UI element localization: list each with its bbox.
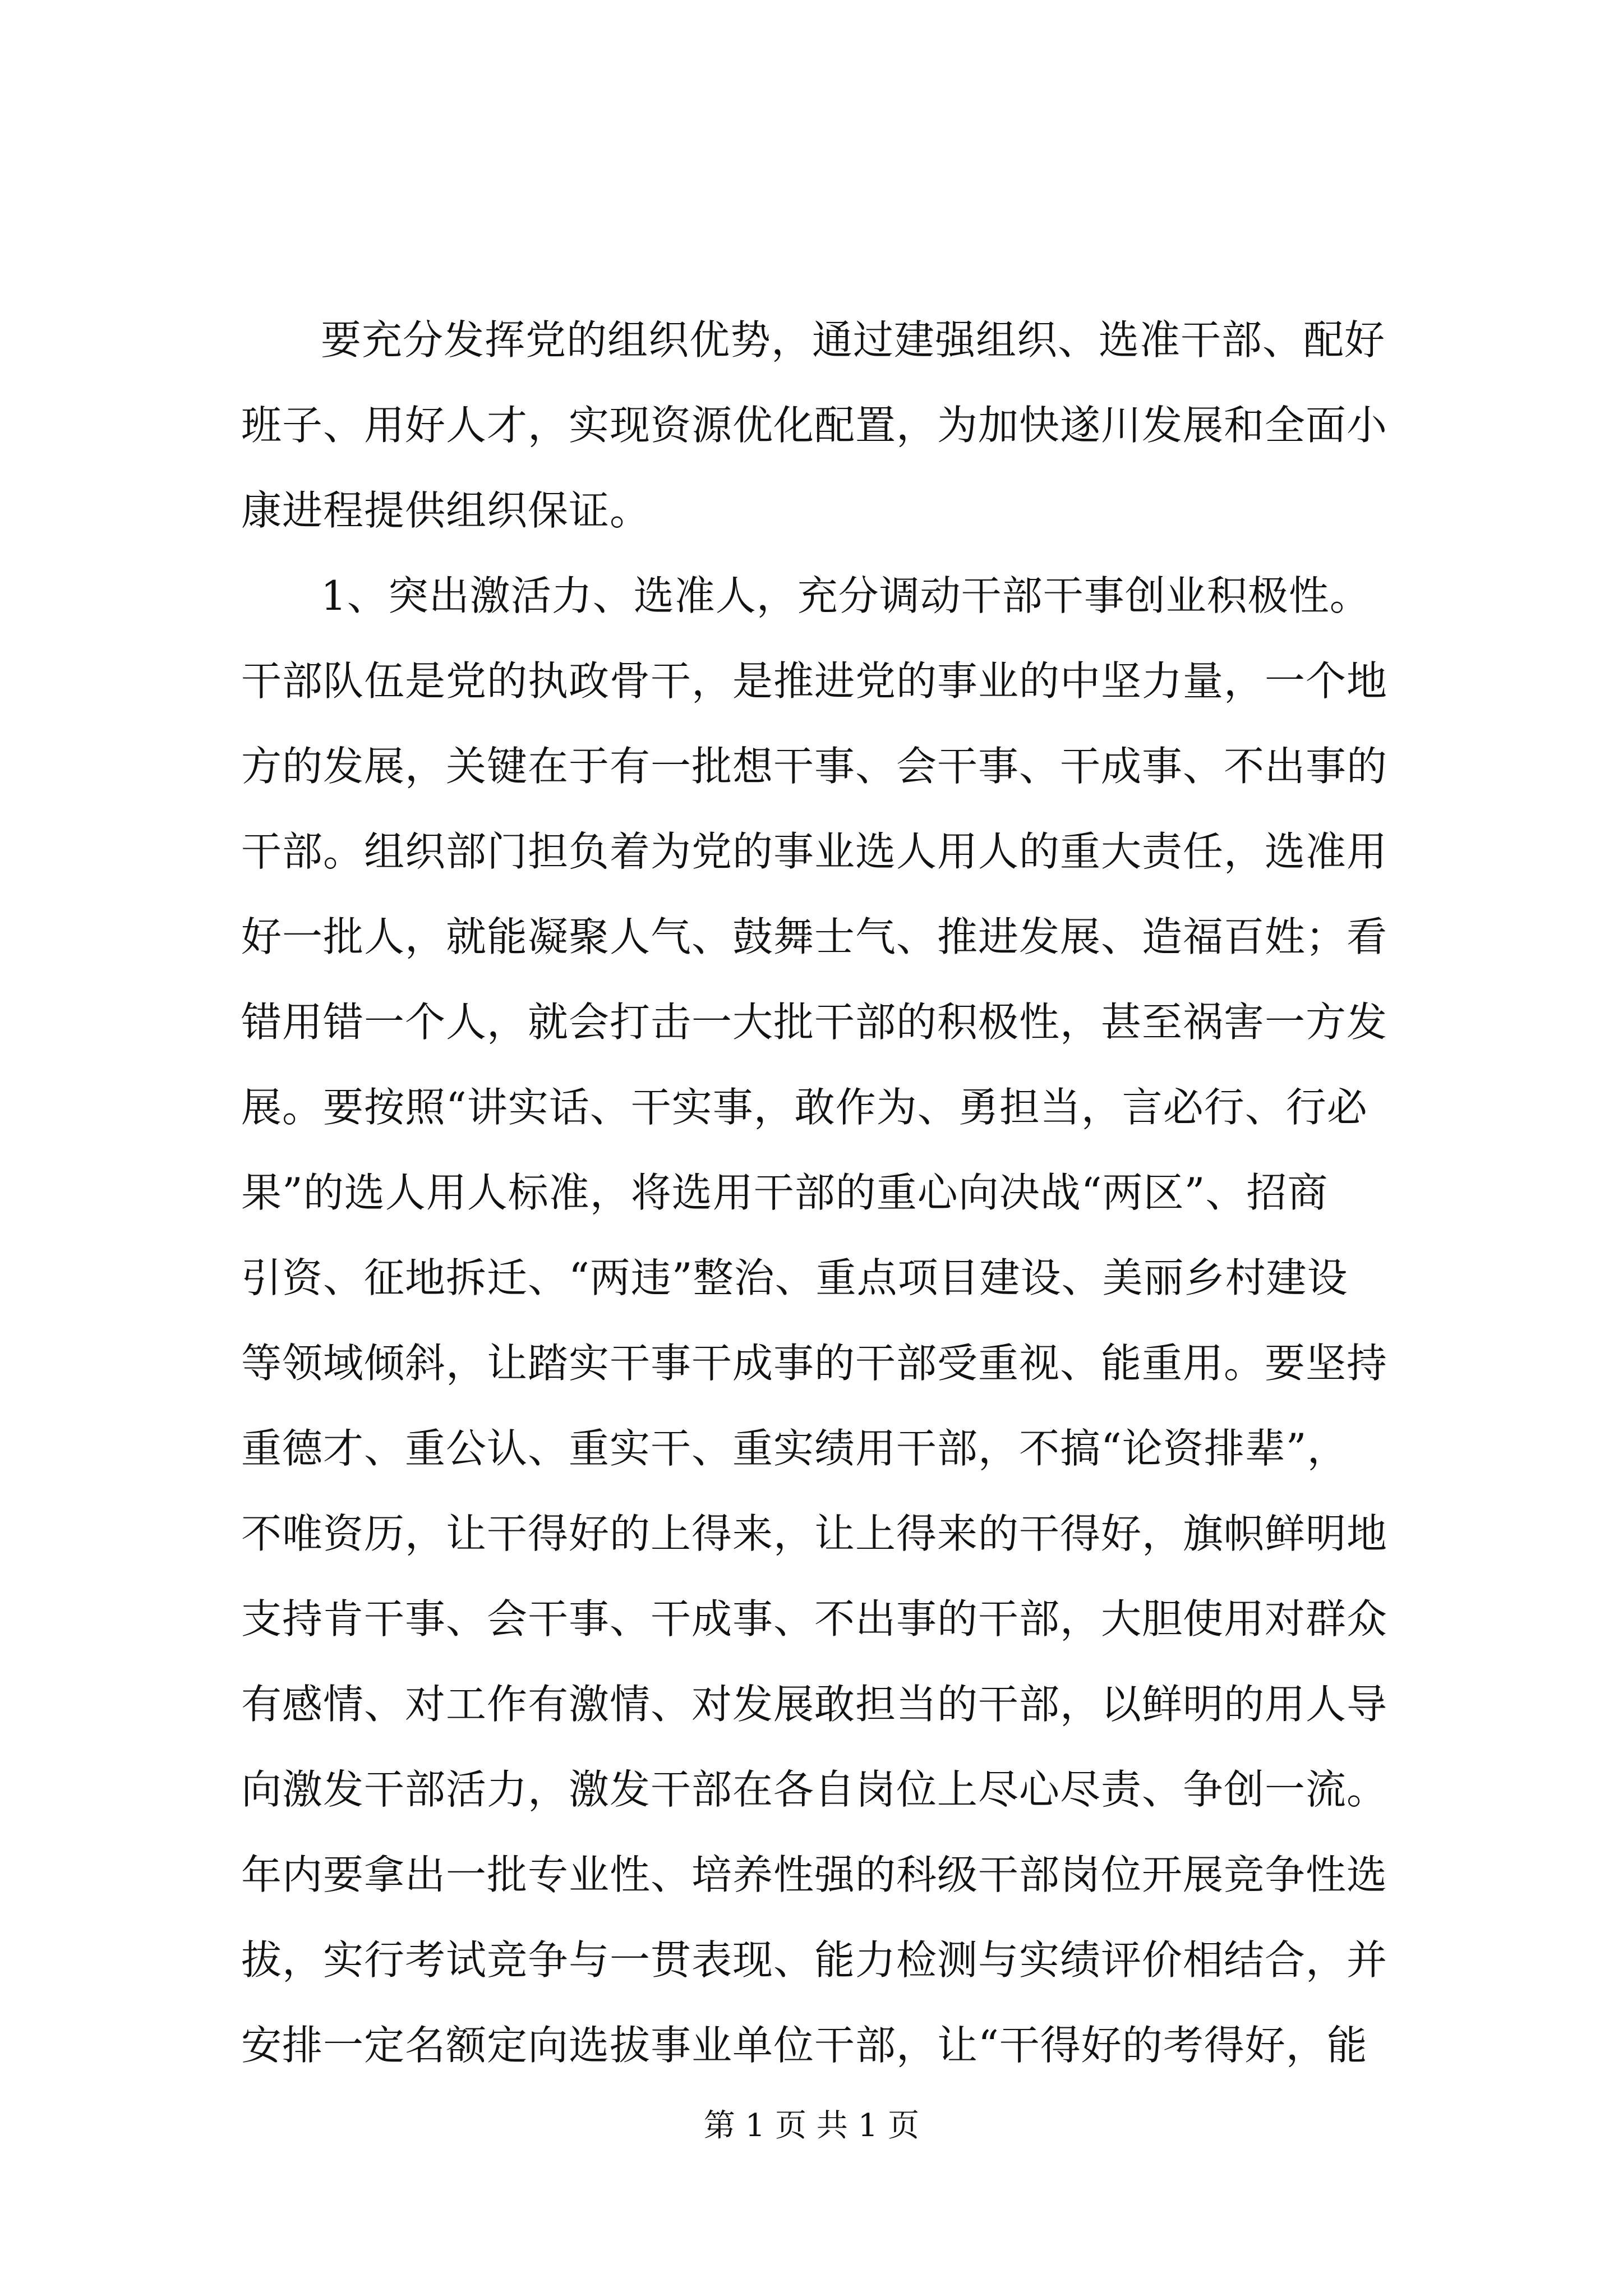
text-line: 康进程提供组织保证。 [241,487,651,534]
text-line: 展。要按照“讲实话、干实事，敢作为、勇担当，言必行、行必 [241,1084,1368,1131]
text-line: 要充分发挥党的组织优势，通过建强组织、选准干部、配好 [321,316,1386,364]
text-line: 年内要拿出一批专业性、培养性强的科级干部岗位开展竞争性选 [241,1851,1388,1898]
text-line: 班子、用好人才，实现资源优化配置，为加快遂川发展和全面小 [241,402,1388,449]
text-line: 果”的选人用人标准，将选用干部的重心向决战“两区”、招商 [241,1169,1329,1216]
text-line: 拔，实行考试竞争与一贯表现、能力检测与实绩评价相结合，并 [241,1936,1388,1984]
text-line: 好一批人，就能凝聚人气、鼓舞士气、推进发展、造福百姓；看 [241,913,1388,960]
text-line: 向激发干部活力，激发干部在各自岗位上尽心尽责、争创一流。 [241,1766,1388,1813]
text-line: 错用错一个人，就会打击一大批干部的积极性，甚至祸害一方发 [241,999,1388,1046]
text-line: 引资、征地拆迁、“两违”整治、重点项目建设、美丽乡村建设 [241,1254,1348,1301]
text-line: 支持肯干事、会干事、干成事、不出事的干部，大胆使用对群众 [241,1595,1388,1642]
text-line: 有感情、对工作有激情、对发展敢担当的干部，以鲜明的用人导 [241,1681,1388,1728]
text-line: 安排一定名额定向选拔事业单位干部，让“干得好的考得好，能 [241,2022,1368,2069]
text-line: 等领域倾斜，让踏实干事干成事的干部受重视、能重用。要坚持 [241,1340,1388,1387]
document-body [241,297,1419,2088]
page-footer: 第 1 页 共 1 页 [703,2108,920,2144]
text-line: 方的发展，关键在于有一批想干事、会干事、干成事、不出事的 [241,743,1388,790]
text-line: 干部。组织部门担负着为党的事业选人用人的重大责任，选准用 [241,828,1388,875]
text-line: 1、突出激活力、选准人，充分调动干部干事创业积极性。 [321,572,1371,619]
text-line: 干部队伍是党的执政骨干，是推进党的事业的中坚力量，一个地 [241,657,1388,705]
text-line: 不唯资历，让干得好的上得来，让上得来的干得好，旗帜鲜明地 [241,1510,1388,1557]
text-line: 重德才、重公认、重实干、重实绩用干部，不搞“论资排辈”， [241,1425,1348,1472]
